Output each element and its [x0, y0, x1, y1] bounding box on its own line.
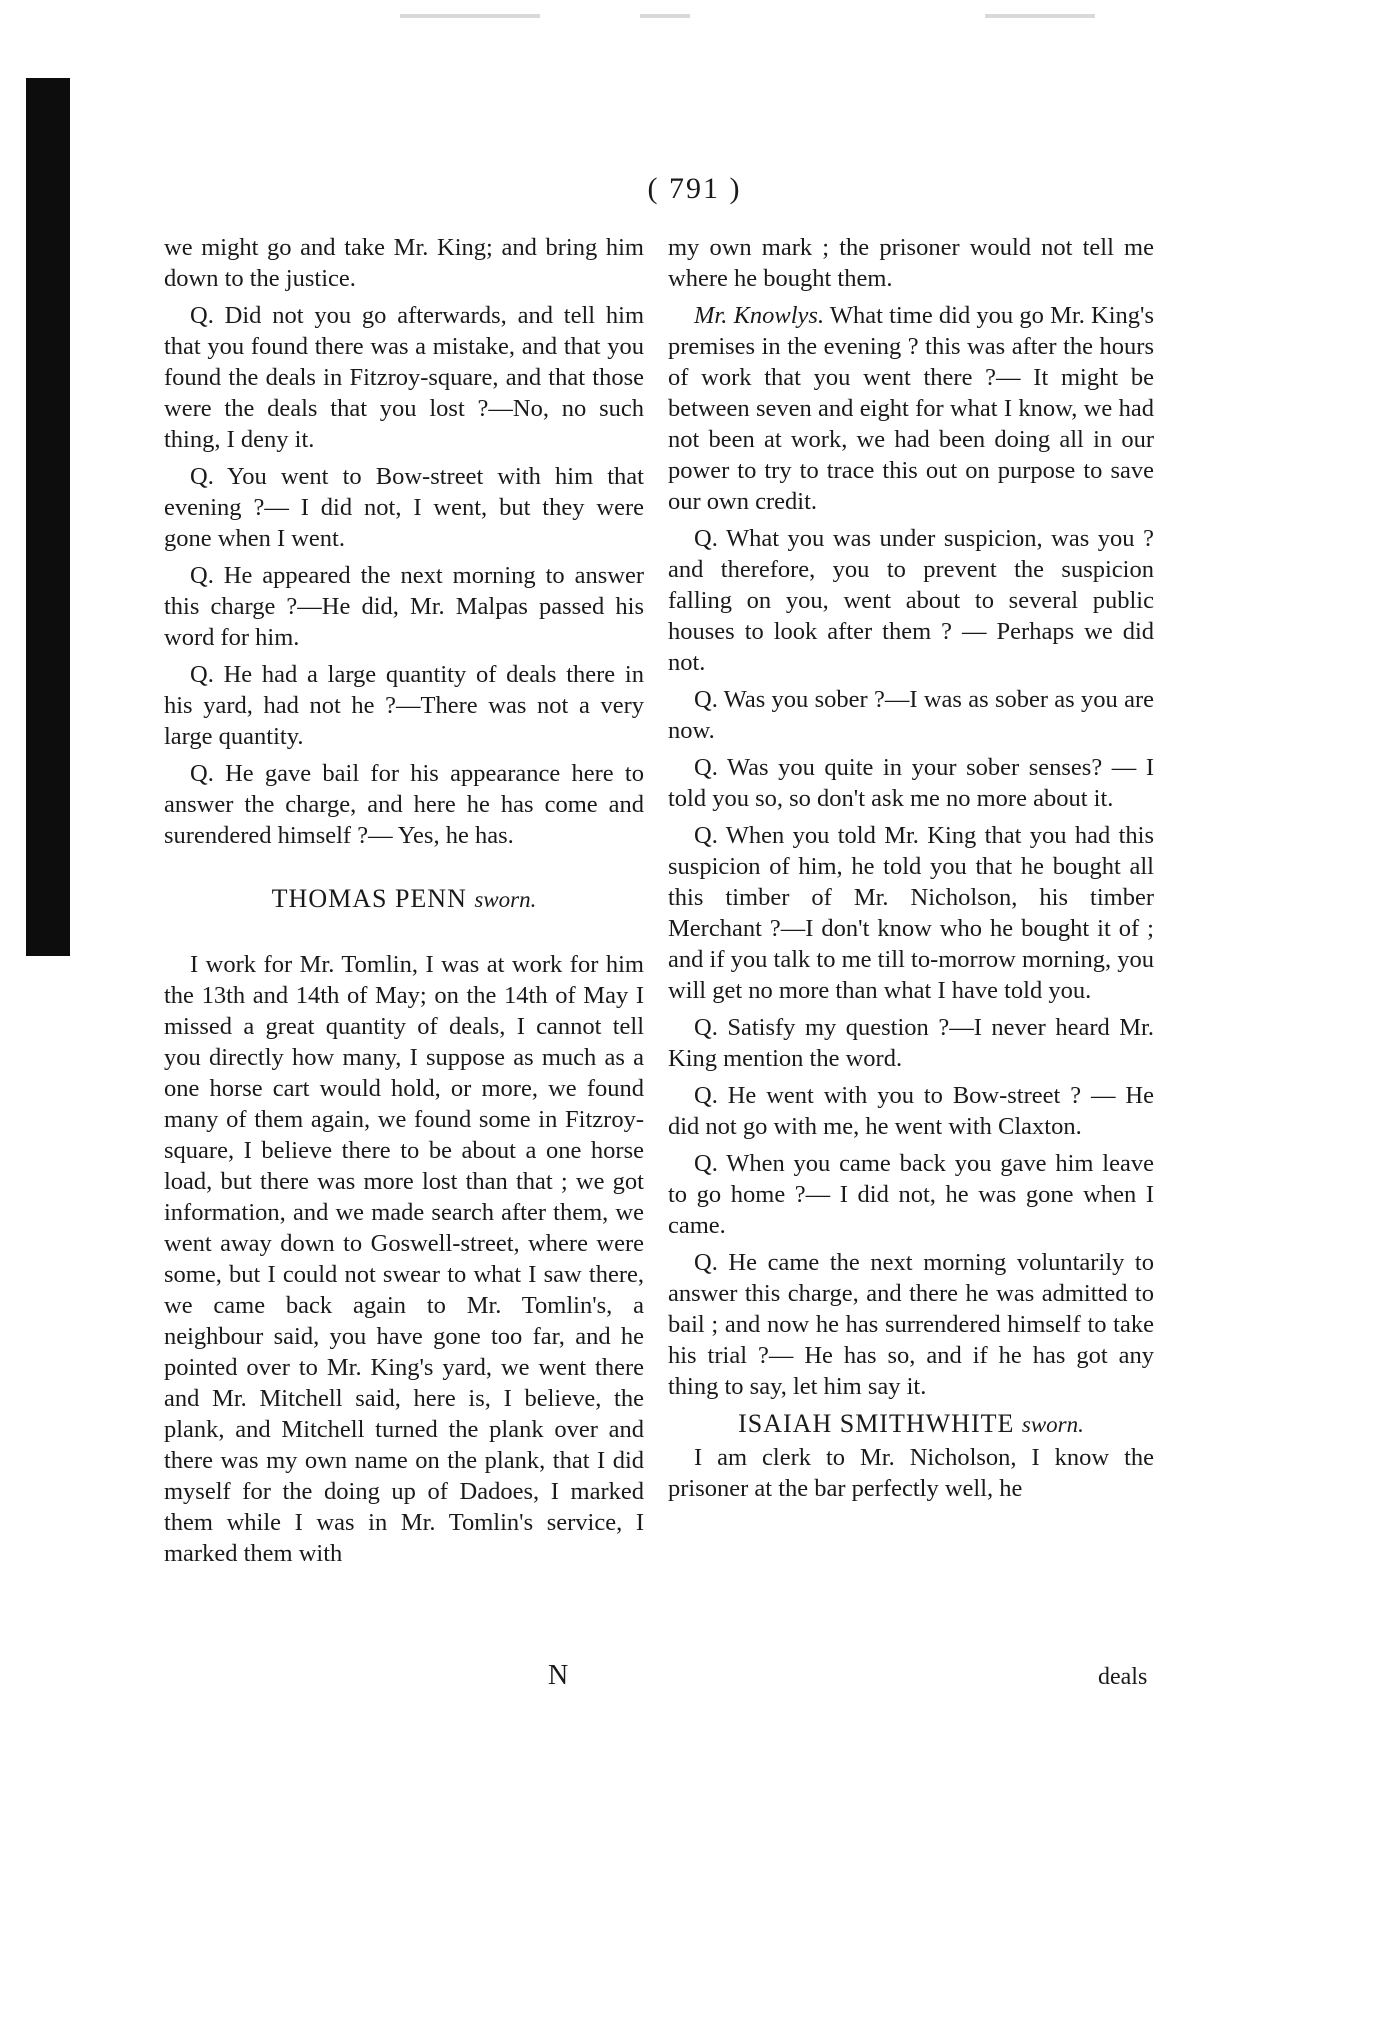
paragraph: Q. Did not you go afterwards, and tell him that you found there was a mistake, and that you found the deals in Fitzroy-square, and that those were the deals that you lost ?—No, no such thing, I deny it. — [164, 302, 644, 453]
paragraph-knowlys — [668, 300, 1154, 517]
speaker-text: What time did you go Mr. King's premises in the evening ? this was after the hours of work that you went there ?— It might be between seven and eight for what I know, we had not been at work, we had been doing all in our power to try to trace this out on purpose to save our own credit. — [668, 302, 1154, 515]
paragraph: we might go and take Mr. King; and bring him down to the justice. — [164, 234, 644, 292]
paragraph: Q. When you came back you gave him leave to go home ?— I did not, he was gone when I came. — [668, 1150, 1154, 1239]
paragraph: Q. When you told Mr. King that you had this suspicion of him, he told you that he bought all this timber of Mr. Nicholson, his timber Merchant ?—I don't know who he bought it of ; and if you talk to me till to-morrow morning, you will get no more than what I have told you. — [668, 822, 1154, 1004]
page-number: ( 791 ) — [647, 172, 742, 205]
paragraph: Q. Was you quite in your sober senses? — I told you so, so don't ask me no more about it. — [668, 754, 1154, 812]
paragraph: Q. He appeared the next morning to answer this charge ?—He did, Mr. Malpas passed his word for him. — [164, 562, 644, 651]
paragraph: Q. He gave bail for his appearance here to answer the charge, and here he has come and surendered himself ?— Yes, he has. — [164, 760, 644, 849]
scan-noise — [640, 14, 690, 18]
scan-noise — [985, 14, 1095, 18]
scan-edge-shadow — [26, 78, 70, 956]
witness-heading-isaiah-smithwhite — [668, 1408, 1154, 1440]
paragraph: Q. He came the next morning voluntarily to answer this charge, and there he was admitted to bail ; and now he has surrendered himself to take his trial ?— He has so, and if he has got any thing to say, let him say it. — [668, 1249, 1154, 1400]
left-column — [164, 232, 644, 1575]
catchword: deals — [1098, 1664, 1148, 1690]
testimony-paragraph: I work for Mr. Tomlin, I was at work for him the 13th and 14th of May; on the 14th of May I missed a great quantity of deals, I cannot tell you directly how many, I suppose as much as a one horse cart would hold, or more, we found many of them again, we found some in Fitzroy-square, I believe there to be about a one horse load, but there was more lost than that ; we got information, and we made search after them, we went away down to Goswell-street, where were some, but I could not swear to what I saw there, we came back again to Mr. Tomlin's, a neighbour said, you have gone too far, and he pointed over to Mr. King's yard, we went there and Mr. Mitchell said, here is, I believe, the plank, and Mitchell turned the plank over and there was my own name on the plank, that I did myself for the doing up of Dadoes, I marked them while I was in Mr. Tomlin's service, I marked them with — [164, 951, 644, 1567]
witness-heading-thomas-penn — [164, 883, 644, 915]
paragraph: Q. You went to Bow-street with him that evening ?— I did not, I went, but they were gone when I went. — [164, 463, 644, 552]
paragraph: my own mark ; the prisoner would not tell me where he bought them. — [668, 234, 1154, 292]
paragraph: Q. Satisfy my question ?—I never heard Mr. King mention the word. — [668, 1014, 1154, 1072]
sworn-label: sworn. — [1021, 1412, 1084, 1437]
witness-name: THOMAS PENN — [271, 884, 467, 913]
testimony-paragraph: I am clerk to Mr. Nicholson, I know the prisoner at the bar perfectly well, he — [668, 1444, 1154, 1502]
right-column — [668, 232, 1154, 1510]
paragraph: Q. He went with you to Bow-street ? — He did not go with me, he went with Claxton. — [668, 1082, 1154, 1140]
paragraph: Q. Was you sober ?—I was as sober as you are now. — [668, 686, 1154, 744]
sworn-label: sworn. — [474, 887, 537, 912]
scan-noise — [400, 14, 540, 18]
paragraph: Q. He had a large quantity of deals there in his yard, had not he ?—There was not a very large quantity. — [164, 661, 644, 750]
witness-name: ISAIAH SMITHWHITE — [738, 1409, 1015, 1438]
paragraph: Q. What you was under suspicion, was you ? and therefore, you to prevent the suspicion falling on you, went about to several public houses to look after them ? — Perhaps we did not. — [668, 525, 1154, 676]
signature-mark: N — [548, 1660, 569, 1691]
speaker-name: Mr. Knowlys. — [694, 302, 825, 329]
